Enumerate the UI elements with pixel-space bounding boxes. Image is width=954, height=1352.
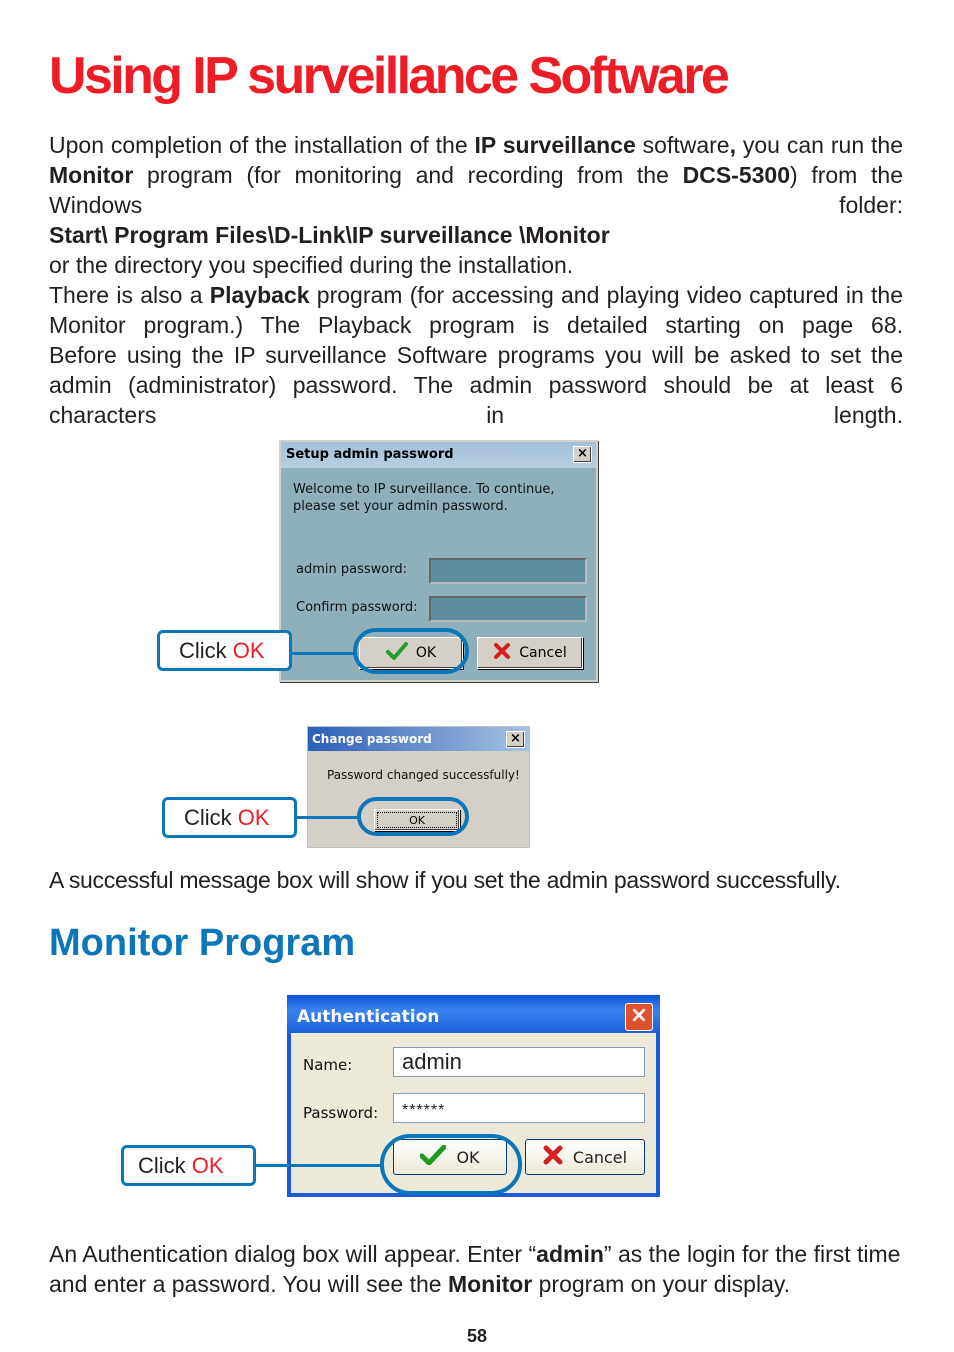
intro-p4: Before using the IP surveillance Software programs you will be asked to set the admin (administrator) password. The admin password should be at least 6 characters in length. xyxy=(49,342,903,428)
confirm-password-label: Confirm password: xyxy=(296,600,418,615)
close-icon[interactable]: × xyxy=(625,1003,653,1031)
callout-highlight-ring xyxy=(380,1134,522,1195)
bold-monitor: Monitor xyxy=(447,1271,533,1297)
page-number: 58 xyxy=(466,1326,488,1346)
bold-monitor: Monitor xyxy=(49,162,134,188)
intro-p2: or the directory you specified during the installation. xyxy=(49,252,574,278)
change-dialog-title: Change password xyxy=(312,732,432,746)
callout-click-ok-1 xyxy=(157,630,292,671)
callout-connector xyxy=(254,1164,384,1167)
close-icon[interactable]: × xyxy=(573,446,592,463)
text-run: software xyxy=(635,132,730,158)
callout-highlight-ring xyxy=(353,628,469,674)
text-run: ) from the Windows folder: xyxy=(49,162,903,218)
callout-connector xyxy=(289,652,357,655)
callout-ok-text: OK xyxy=(191,1153,224,1178)
change-message: Password changed successfully! xyxy=(327,768,520,782)
text-run: , xyxy=(729,132,736,158)
intro-p3 xyxy=(49,280,903,340)
setup-cancel-button[interactable] xyxy=(477,637,583,669)
intro-p1 xyxy=(49,130,903,220)
callout-ok-text: OK xyxy=(237,805,270,830)
bold-admin: admin xyxy=(536,1241,604,1267)
setup-dialog-title: Setup admin password xyxy=(286,447,454,462)
name-input-value: admin xyxy=(402,1049,462,1074)
x-icon xyxy=(543,1145,563,1169)
name-input[interactable] xyxy=(393,1047,645,1077)
auth-ok-label: OK xyxy=(456,1147,480,1167)
setup-dialog-titlebar xyxy=(281,442,596,468)
password-input-value: ****** xyxy=(402,1102,446,1119)
section-heading: Monitor Program xyxy=(49,922,356,964)
text-run: Upon completion of the installation of the xyxy=(49,132,475,158)
callout-text: Click xyxy=(138,1153,192,1178)
close-icon[interactable]: × xyxy=(506,731,525,748)
footer-paragraph xyxy=(49,1239,903,1299)
change-dialog-titlebar xyxy=(308,727,529,751)
text-run: ” as the login for the first time and enter a password. You will see the xyxy=(49,1241,901,1297)
password-input[interactable] xyxy=(393,1093,645,1123)
text-run: program (for accessing and playing video captured in the Monitor program.) The Playback program is detailed starting on page 68. xyxy=(49,282,903,338)
x-icon xyxy=(493,642,511,664)
setup-cancel-label: Cancel xyxy=(519,645,567,661)
setup-message-line1: Welcome to IP surveillance. To continue, xyxy=(293,482,555,497)
callout-text: Click xyxy=(179,638,233,663)
setup-ok-label: OK xyxy=(415,645,437,661)
name-label: Name: xyxy=(303,1056,353,1074)
bold-ip-surveillance: IP surveillance xyxy=(474,132,636,158)
bold-model: DCS-5300 xyxy=(682,162,790,188)
admin-password-label: admin password: xyxy=(296,562,407,577)
intro-path xyxy=(49,220,903,250)
confirm-password-field[interactable] xyxy=(429,596,587,622)
callout-click-ok-3 xyxy=(121,1145,256,1186)
callout-text: Click xyxy=(184,805,238,830)
text-run: An Authentication dialog box will appear. Enter “ xyxy=(49,1241,537,1267)
intro-text xyxy=(49,130,903,430)
callout-ok-text: OK xyxy=(232,638,265,663)
auth-cancel-button[interactable] xyxy=(525,1139,645,1175)
auth-cancel-label: Cancel xyxy=(572,1147,628,1167)
text-run: There is also a xyxy=(49,282,210,308)
text-run: program on your display. xyxy=(532,1271,791,1297)
auth-dialog-titlebar xyxy=(287,995,660,1033)
success-caption: A successful message box will show if you set the admin password successfully. xyxy=(49,867,841,893)
auth-dialog-title: Authentication xyxy=(297,1007,440,1027)
password-label: Password: xyxy=(303,1104,379,1122)
text-run: program (for monitoring and recording from the xyxy=(133,162,683,188)
admin-password-field[interactable] xyxy=(429,558,587,584)
page-title: Using IP surveillance Software xyxy=(49,47,728,105)
bold-playback: Playback xyxy=(209,282,310,308)
callout-highlight-ring xyxy=(357,797,469,836)
callout-connector xyxy=(295,816,360,819)
setup-message-line2: please set your admin password. xyxy=(293,499,508,514)
text-run: you can run the xyxy=(735,132,903,158)
folder-path: Start\ Program Files\D-Link\IP surveillance \Monitor xyxy=(49,222,610,248)
change-ok-label: OK xyxy=(409,813,425,827)
callout-click-ok-2 xyxy=(162,797,297,838)
